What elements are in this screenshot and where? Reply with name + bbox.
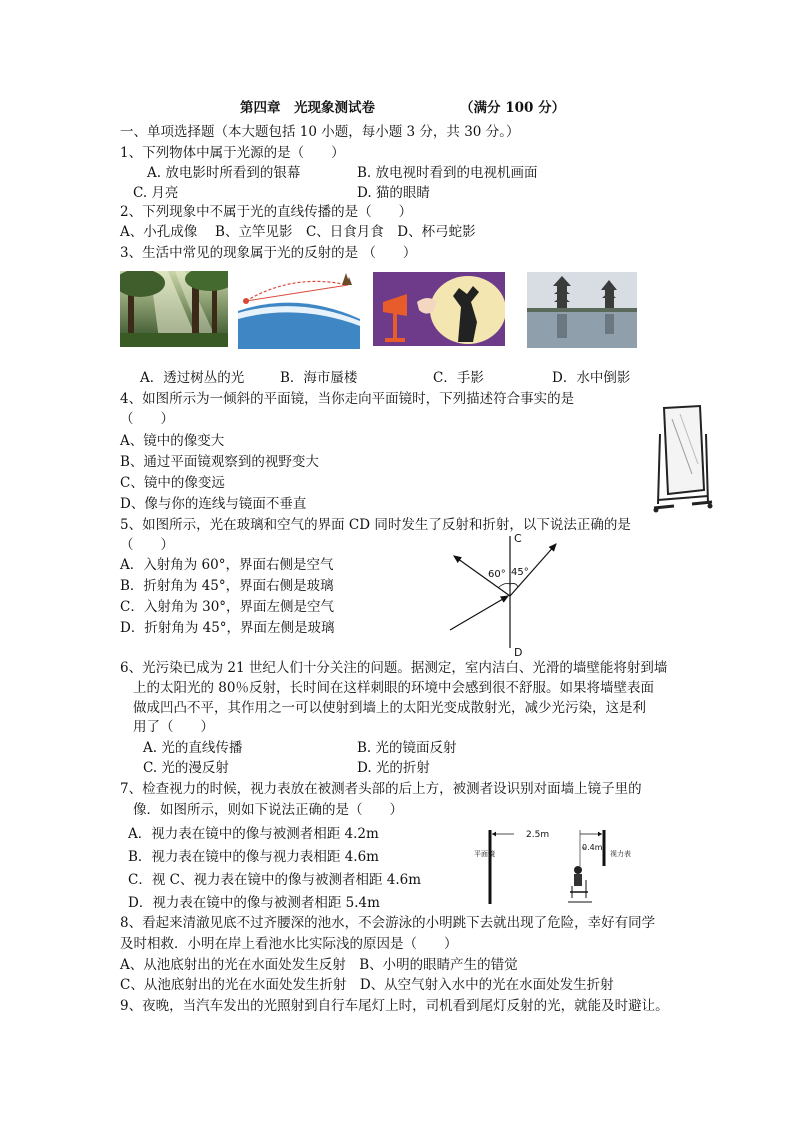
water-reflection-image	[527, 272, 637, 348]
q6-option-c: C. 光的漫反射	[143, 760, 229, 776]
label-d: D	[514, 646, 523, 659]
q4-paren: （ ）	[120, 411, 174, 427]
label-c: C	[514, 532, 522, 545]
q5-paren: （ ）	[120, 537, 174, 553]
q8-line1: 8、看起来清澈见底不过齐腰深的池水，不会游泳的小明跳下去就出现了危险，幸好有同学	[120, 915, 656, 931]
section-heading: 一、单项选择题（本大题包括 10 小题，每小题 3 分，共 30 分。）	[120, 124, 520, 140]
q4-stem: 4、如图所示为一倾斜的平面镜，当你走向平面镜时，下列描述符合事实的是	[120, 391, 575, 407]
q8-options-cd: C、从池底射出的光在水面处发生折射 D、从空气射入水中的光在水面处发生折射	[120, 977, 614, 993]
q7-option-b: B．视力表在镜中的像与视力表相距 4.6m	[128, 849, 379, 865]
mirage-image	[238, 271, 360, 349]
full-score: （满分 100 分）	[460, 100, 566, 116]
page-title: 第四章 光现象测试卷	[240, 100, 375, 116]
q7-line2: 像．如图所示，则如下说法正确的是（ ）	[133, 802, 403, 818]
q5-stem: 5、如图所示，光在玻璃和空气的界面 CD 同时发生了反射和折射，以下说法正确的是	[120, 517, 631, 533]
label-45: 45°	[511, 567, 529, 578]
q5-option-b: B．折射角为 45°，界面右侧是玻璃	[120, 578, 334, 594]
q3-option-c: C．手影	[433, 370, 484, 386]
q7-option-a: A．视力表在镜中的像与被测者相距 4.2m	[128, 826, 379, 842]
label-distance: 2.5m	[526, 830, 550, 840]
ray-lower-left	[450, 596, 508, 630]
q7-line1: 7、检查视力的时候，视力表放在被测者头部的后上方，被测者设识别对面墙上镜子里的	[120, 781, 642, 797]
q7-option-d: D．视力表在镜中的像与被测者相距 5.4m	[128, 895, 380, 911]
q5-option-a: A．入射角为 60°，界面右侧是空气	[120, 557, 334, 573]
q4-option-c: C、镜中的像变远	[120, 475, 225, 491]
q6-line1: 6、光污染已成为 21 世纪人们十分关注的问题。据测定，室内洁白、光滑的墙壁能将射到墙	[120, 660, 668, 676]
q1-option-a: A. 放电影时所看到的银幕	[147, 165, 301, 181]
tilted-mirror-figure	[652, 404, 714, 516]
q6-option-b: B. 光的镜面反射	[357, 740, 457, 756]
q8-line2: 及时相救．小明在岸上看池水比实际浅的原因是（ ）	[120, 936, 458, 952]
q3-option-a: A．透过树丛的光	[140, 370, 245, 386]
q2-options: A、小孔成像 B、立竿见影 C、日食月食 D、杯弓蛇影	[120, 224, 476, 240]
q7-option-c: C．视 C、视力表在镜中的像与被测者相距 4.6m	[128, 872, 422, 888]
q8-options-ab: A、从池底射出的光在水面处发生反射 B、小明的眼睛产生的错觉	[120, 957, 518, 973]
label-60: 60°	[488, 569, 506, 580]
refraction-diagram	[440, 530, 570, 660]
q1-option-c: C. 月亮	[133, 185, 179, 201]
q4-option-d: D、像与你的连线与镜面不垂直	[120, 496, 307, 512]
q6-option-a: A. 光的直线传播	[143, 740, 243, 756]
label-mirror: 平面镜	[474, 850, 495, 858]
q3-stem: 3、生活中常见的现象属于光的反射的是 （ ）	[120, 245, 417, 261]
q6-line4: 用了（ ）	[133, 719, 214, 735]
q5-option-d: D．折射角为 45°，界面左侧是玻璃	[120, 620, 335, 636]
q6-option-d: D. 光的折射	[357, 760, 430, 776]
q3-option-d: D．水中倒影	[552, 370, 631, 386]
q9-line1: 9、夜晚，当汽车发出的光照射到自行车尾灯上时，司机看到尾灯反射的光，就能及时避让。	[120, 998, 669, 1014]
q5-option-c: C．入射角为 30°，界面左侧是空气	[120, 599, 335, 615]
q6-line2: 上的太阳光的 80％反射，长时间在这样刺眼的环境中会感到很不舒服。如果将墙壁表面	[133, 680, 654, 696]
q3-option-b: B．海市蜃楼	[280, 370, 358, 386]
forest-light-image	[120, 271, 228, 347]
q1-option-b: B. 放电视时看到的电视机画面	[357, 165, 538, 181]
q1-option-d: D. 猫的眼睛	[357, 185, 430, 201]
eye-test-diagram	[474, 826, 634, 906]
q4-option-a: A、镜中的像变大	[120, 433, 225, 449]
q4-option-b: B、通过平面镜观察到的视野变大	[120, 454, 319, 470]
label-0-4: 0.4m	[582, 843, 603, 852]
label-chart: 视力表	[610, 850, 631, 858]
q2-stem: 2、下列现象中不属于光的直线传播的是（ ）	[120, 204, 413, 220]
q6-line3: 做成凹凸不平，其作用之一可以使射到墙上的太阳光变成散射光，减少光污染，这是利	[133, 700, 646, 716]
hand-shadow-image	[373, 272, 505, 346]
q1-stem: 1、下列物体中属于光源的是（ ）	[120, 145, 345, 161]
